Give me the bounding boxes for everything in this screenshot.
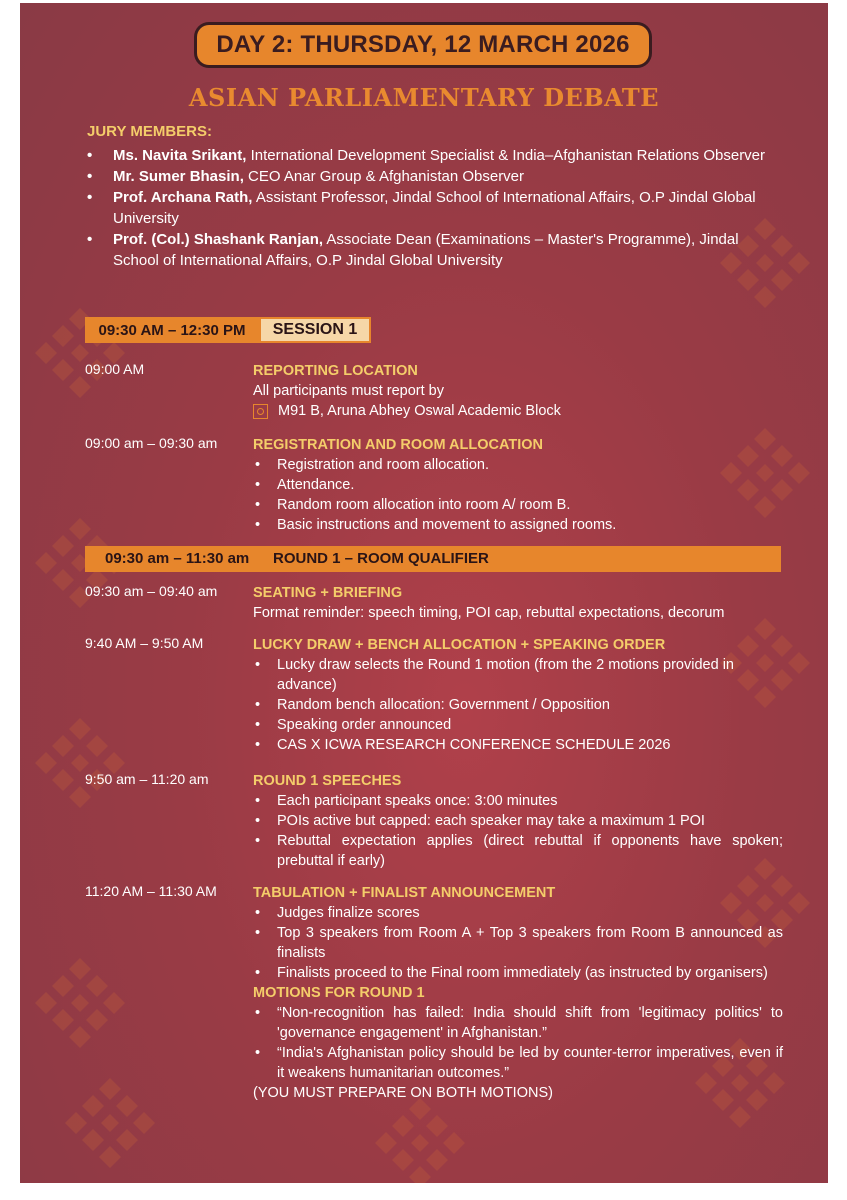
row-title: LUCKY DRAW + BENCH ALLOCATION + SPEAKING ORDER <box>253 637 666 653</box>
pattern-diamond <box>52 1009 74 1031</box>
pattern-diamond <box>133 1112 155 1134</box>
pattern-diamond <box>65 1112 87 1134</box>
list-item: • Rebuttal expectation applies (direct rebuttal if opponents have spoken; prebuttal if early) <box>253 831 783 871</box>
event-title: ASIAN PARLIAMENTARY DEBATE <box>188 83 660 112</box>
jury-member <box>87 166 767 187</box>
list-item: • Registration and room allocation. <box>253 455 783 475</box>
day-header <box>197 25 649 65</box>
pattern-diamond <box>52 359 74 381</box>
row-text: Format reminder: speech timing, POI cap, rebuttal expectations, decorum <box>253 605 725 621</box>
pattern-diamond <box>71 994 89 1012</box>
list-item: • Top 3 speakers from Room A + Top 3 speakers from Room B announced as finalists <box>253 923 783 963</box>
pattern-diamond <box>69 1026 91 1048</box>
jury-list <box>87 145 767 271</box>
row-bullets <box>253 455 783 535</box>
pattern-diamond <box>375 1132 397 1154</box>
pattern-diamond <box>411 1134 429 1152</box>
pattern-diamond <box>771 235 793 257</box>
pattern-diamond <box>788 252 810 274</box>
location-pin-icon <box>253 404 268 419</box>
list-item: • Speaking order announced <box>253 715 783 735</box>
jury-member-name: Prof. Archana Rath, <box>113 189 253 206</box>
jury-member-name: Ms. Navita Srikant, <box>113 147 247 164</box>
row-bullets <box>253 903 783 983</box>
list-item: • Random room allocation into room A/ room B. <box>253 495 783 515</box>
pattern-diamond <box>99 1078 121 1100</box>
pattern-diamond <box>86 735 108 757</box>
jury-member-role: International Development Specialist & India–Afghanistan Relations Observer <box>250 147 766 164</box>
pattern-diamond <box>443 1132 465 1154</box>
pattern-diamond <box>392 1149 414 1171</box>
jury-member-name: Mr. Sumer Bhasin, <box>113 168 244 185</box>
row-time: 09:00 AM <box>85 361 145 377</box>
pattern-diamond <box>99 1146 121 1168</box>
pattern-diamond <box>69 518 91 540</box>
row-title: REPORTING LOCATION <box>253 363 418 379</box>
pattern-diamond <box>392 1115 414 1137</box>
pattern-diamond <box>52 535 74 557</box>
list-item: • Attendance. <box>253 475 783 495</box>
jury-member <box>87 229 767 271</box>
day-title: DAY 2: THURSDAY, 12 MARCH 2026 <box>216 31 630 58</box>
list-item: • Random bench allocation: Government / Opposition <box>253 695 783 715</box>
jury-member-name: Prof. (Col.) Shashank Ranjan, <box>113 231 324 248</box>
pattern-diamond <box>101 1114 119 1132</box>
motion-item: • “Non-recognition has failed: India should shift from 'legitimacy politics' to 'governance engagement' in Afghanistan.” <box>253 1003 783 1043</box>
motions-title: MOTIONS FOR ROUND 1 <box>253 985 425 1001</box>
pattern-diamond <box>35 552 57 574</box>
session-label: SESSION 1 <box>259 317 371 343</box>
pattern-diamond <box>729 1106 751 1128</box>
row-title: ROUND 1 SPEECHES <box>253 773 402 789</box>
row-time: 9:50 am – 11:20 am <box>85 771 209 787</box>
jury-member <box>87 187 767 229</box>
row-bullets <box>253 791 783 871</box>
row-title: REGISTRATION AND ROOM ALLOCATION <box>253 437 543 453</box>
pattern-diamond <box>82 1129 104 1151</box>
list-item: • CAS X ICWA RESEARCH CONFERENCE SCHEDULE 2026 <box>253 735 783 755</box>
motion-item: • “India's Afghanistan policy should be led by counter-terror imperatives, even if it weakens humanitarian outcomes.” <box>253 1043 783 1083</box>
pattern-diamond <box>35 992 57 1014</box>
list-item: • Basic instructions and movement to assigned rooms. <box>253 515 783 535</box>
pattern-diamond <box>69 376 91 398</box>
motions-note: (YOU MUST PREPARE ON BOTH MOTIONS) <box>253 1085 553 1101</box>
pattern-diamond <box>69 958 91 980</box>
pattern-diamond <box>409 1166 431 1183</box>
session-header <box>85 317 371 343</box>
row-time: 09:30 am – 09:40 am <box>85 583 218 599</box>
pattern-diamond <box>86 1009 108 1031</box>
jury-member <box>87 145 767 166</box>
pattern-diamond <box>426 1149 448 1171</box>
pattern-diamond <box>52 769 74 791</box>
pattern-diamond <box>771 269 793 291</box>
list-item: • Judges finalize scores <box>253 903 783 923</box>
pattern-diamond <box>69 786 91 808</box>
schedule-page <box>20 3 828 1183</box>
pattern-diamond <box>788 892 810 914</box>
pattern-diamond <box>52 325 74 347</box>
location-line <box>253 401 783 421</box>
list-item: • POIs active but capped: each speaker may take a maximum 1 POI <box>253 811 783 831</box>
pattern-diamond <box>35 752 57 774</box>
row-title: SEATING + BRIEFING <box>253 585 403 601</box>
pattern-diamond <box>52 569 74 591</box>
row-time: 09:00 am – 09:30 am <box>85 435 218 451</box>
row-time: 9:40 AM – 9:50 AM <box>85 635 204 651</box>
pattern-diamond <box>52 975 74 997</box>
pattern-diamond <box>788 462 810 484</box>
pattern-diamond <box>116 1095 138 1117</box>
pattern-diamond <box>82 1095 104 1117</box>
motions-list <box>253 1003 783 1083</box>
row-bullets <box>253 655 783 755</box>
pattern-diamond <box>116 1129 138 1151</box>
row-time: 11:20 AM – 11:30 AM <box>85 883 217 899</box>
pattern-diamond <box>52 735 74 757</box>
jury-member-role: CEO Anar Group & Afghanistan Observer <box>248 168 525 185</box>
row-title: TABULATION + FINALIST ANNOUNCEMENT <box>253 885 556 901</box>
list-item: • Finalists proceed to the Final room immediately (as instructed by organisers) <box>253 963 783 983</box>
pattern-diamond <box>71 754 89 772</box>
pattern-diamond <box>86 975 108 997</box>
round-time: 09:30 am – 11:30 am <box>105 550 250 567</box>
pattern-diamond <box>788 652 810 674</box>
list-item: • Each participant speaks once: 3:00 minutes <box>253 791 783 811</box>
jury-member-role: Associate Dean (Examinations – Master's Programme), Jindal School of International Affairs, O.P Jindal Global University <box>113 231 739 269</box>
pattern-diamond <box>71 344 89 362</box>
jury-heading: JURY MEMBERS: <box>87 123 213 140</box>
pattern-diamond <box>69 718 91 740</box>
row-text: All participants must report by <box>253 383 444 399</box>
round-label: ROUND 1 – ROOM QUALIFIER <box>273 550 489 567</box>
pattern-diamond <box>754 286 776 308</box>
pattern-diamond <box>35 342 57 364</box>
pattern-diamond <box>103 992 125 1014</box>
pattern-diamond <box>737 269 759 291</box>
pattern-diamond <box>426 1115 448 1137</box>
session-time: 09:30 AM – 12:30 PM <box>85 317 259 343</box>
jury-member-role: Assistant Professor, Jindal School of International Affairs, O.P Jindal Global University <box>113 189 756 227</box>
list-item: • Lucky draw selects the Round 1 motion (from the 2 motions provided in advance) <box>253 655 783 695</box>
location-text: M91 B, Aruna Abhey Oswal Academic Block <box>278 403 561 419</box>
round-header <box>85 546 781 572</box>
